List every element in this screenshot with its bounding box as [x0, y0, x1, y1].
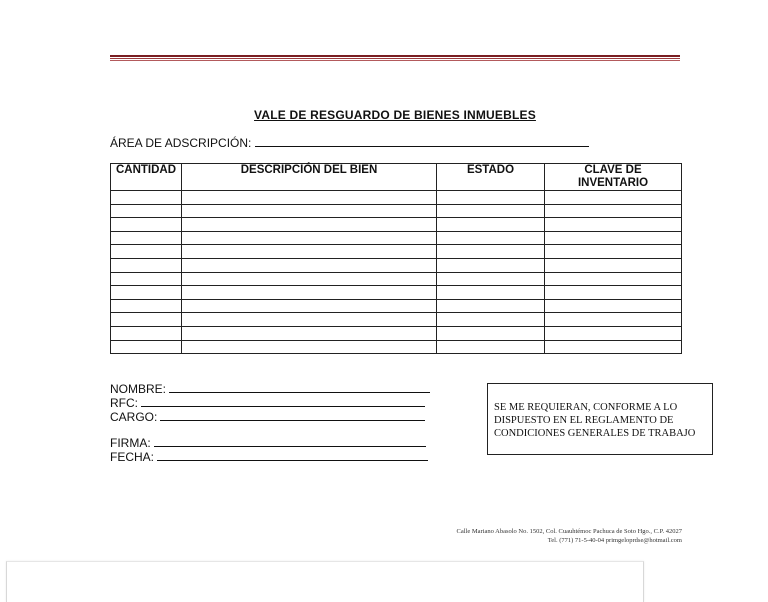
fecha-field: [110, 450, 430, 464]
table-cell[interactable]: [545, 231, 682, 245]
table-cell[interactable]: [111, 245, 182, 259]
table-row: [111, 286, 682, 300]
rfc-label: RFC:: [110, 396, 138, 410]
table-cell[interactable]: [182, 326, 437, 340]
table-cell[interactable]: [545, 272, 682, 286]
rfc-input-line[interactable]: [141, 396, 425, 407]
area-input-line[interactable]: [255, 136, 589, 147]
firma-label: FIRMA:: [110, 436, 151, 450]
header-rule: [110, 60, 680, 61]
table-cell[interactable]: [182, 204, 437, 218]
table-cell[interactable]: [545, 326, 682, 340]
conformity-note-box: [487, 383, 713, 455]
table-row: [111, 218, 682, 232]
nombre-field: [110, 382, 430, 396]
table-cell[interactable]: [545, 258, 682, 272]
cargo-field: [110, 410, 430, 424]
firma-input-line[interactable]: [154, 436, 426, 447]
column-header-cantidad: CANTIDAD: [111, 164, 182, 191]
table-row: [111, 191, 682, 205]
column-header-descripcion: DESCRIPCIÓN DEL BIEN: [182, 164, 437, 191]
table-cell[interactable]: [182, 258, 437, 272]
table-cell[interactable]: [545, 204, 682, 218]
table-cell[interactable]: [437, 272, 545, 286]
table-cell[interactable]: [437, 326, 545, 340]
table-cell[interactable]: [111, 326, 182, 340]
table-row: [111, 340, 682, 354]
table-cell[interactable]: [111, 286, 182, 300]
nombre-input-line[interactable]: [169, 382, 430, 393]
table-cell[interactable]: [111, 340, 182, 354]
table-row: [111, 204, 682, 218]
firma-field: [110, 436, 430, 450]
table-cell[interactable]: [437, 286, 545, 300]
table-cell[interactable]: [182, 313, 437, 327]
table-cell[interactable]: [437, 231, 545, 245]
table-cell[interactable]: [182, 272, 437, 286]
table-cell[interactable]: [545, 218, 682, 232]
cargo-input-line[interactable]: [160, 410, 425, 421]
footer-address: [457, 527, 683, 545]
area-label: ÁREA DE ADSCRIPCIÓN:: [110, 136, 252, 150]
table-cell[interactable]: [182, 286, 437, 300]
table-cell[interactable]: [437, 299, 545, 313]
document-title: VALE DE RESGUARDO DE BIENES INMUEBLES: [254, 108, 536, 122]
table-cell[interactable]: [545, 313, 682, 327]
table-cell[interactable]: [111, 231, 182, 245]
table-cell[interactable]: [437, 258, 545, 272]
header-rule: [110, 58, 680, 59]
table-cell[interactable]: [437, 204, 545, 218]
signature-fields: [110, 382, 430, 464]
table-cell[interactable]: [545, 340, 682, 354]
inventory-table: [110, 163, 682, 354]
table-header-row: [111, 164, 682, 191]
table-row: [111, 258, 682, 272]
table-row: [111, 245, 682, 259]
table-cell[interactable]: [545, 245, 682, 259]
table-row: [111, 231, 682, 245]
table-cell[interactable]: [545, 299, 682, 313]
table-cell[interactable]: [182, 245, 437, 259]
column-header-estado: ESTADO: [437, 164, 545, 191]
nombre-label: NOMBRE:: [110, 382, 167, 396]
table-cell[interactable]: [437, 340, 545, 354]
table-cell[interactable]: [437, 313, 545, 327]
table-cell[interactable]: [182, 299, 437, 313]
table-cell[interactable]: [437, 218, 545, 232]
table-cell[interactable]: [111, 204, 182, 218]
table-cell[interactable]: [111, 299, 182, 313]
table-body: [111, 191, 682, 354]
table-cell[interactable]: [545, 286, 682, 300]
table-row: [111, 299, 682, 313]
column-header-clave: CLAVE DE INVENTARIO: [545, 164, 682, 191]
table-cell[interactable]: [111, 313, 182, 327]
fecha-label: FECHA:: [110, 450, 155, 464]
next-page-edge: [6, 561, 644, 602]
table-cell[interactable]: [182, 340, 437, 354]
rfc-field: [110, 396, 430, 410]
table-cell[interactable]: [111, 218, 182, 232]
footer-contact-line: Tel. (771) 71-5-40-04 primgeloprdse@hotmail.com: [547, 537, 682, 544]
header-rule: [110, 55, 680, 57]
table-row: [111, 272, 682, 286]
table-cell[interactable]: [111, 191, 182, 205]
table-cell[interactable]: [111, 272, 182, 286]
table-cell[interactable]: [437, 245, 545, 259]
table-row: [111, 326, 682, 340]
table-cell[interactable]: [182, 191, 437, 205]
table-cell[interactable]: [182, 218, 437, 232]
table-cell[interactable]: [545, 191, 682, 205]
cargo-label: CARGO:: [110, 410, 158, 424]
area-field: [110, 136, 589, 150]
footer-address-line: Calle Mariano Abasolo No. 1502, Col. Cuauhtémoc Pachuca de Soto Hgo., C.P. 42027: [456, 528, 682, 535]
conformity-note-text: SE ME REQUIERAN, CONFORME A LO DISPUESTO EN EL REGLAMENTO DE CONDICIONES GENERALES DE TRABAJO: [494, 402, 696, 439]
table-cell[interactable]: [437, 191, 545, 205]
table-cell[interactable]: [182, 231, 437, 245]
table-row: [111, 313, 682, 327]
fecha-input-line[interactable]: [157, 450, 428, 461]
table-cell[interactable]: [111, 258, 182, 272]
